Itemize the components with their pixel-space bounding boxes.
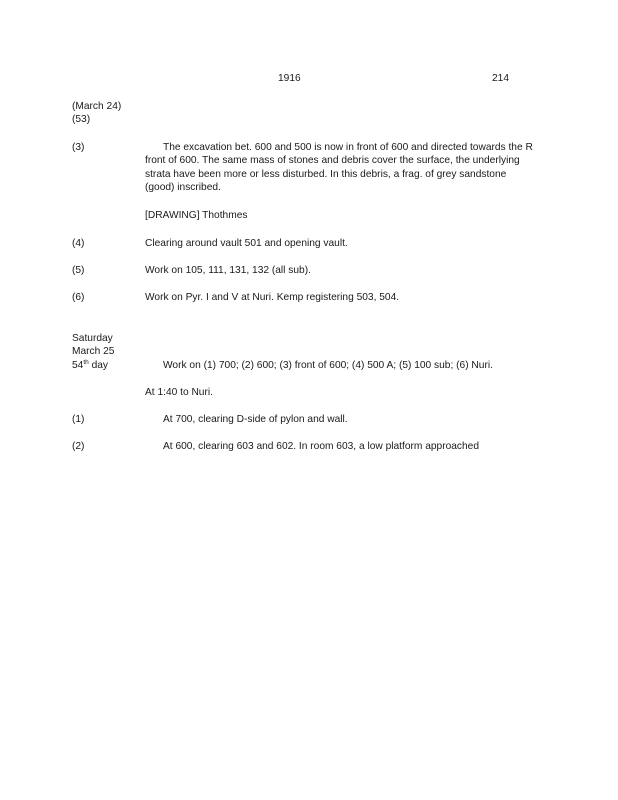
entry-marker-6: (6) [72, 292, 85, 303]
day2-text-2: At 600, clearing 603 and 602. In room 603, a low platform approached [163, 441, 480, 452]
day-label-date: March 25 [72, 346, 115, 357]
entry-text-3: The excavation bet. 600 and 500 is now in front of 600 and directed towards the R front of 600. The same mass of stones and debris cover the surface, the underlying strata have been more or less disturbed. In this debris, a frag. of grey sandstone (good) inscribed. [145, 142, 533, 194]
header-year: 1916 [278, 73, 301, 84]
entry-text-5: Work on 105, 111, 131, 132 (all sub). [145, 265, 311, 276]
day2-marker-2: (2) [72, 441, 85, 452]
entry-text-6: Work on Pyr. I and V at Nuri. Kemp registering 503, 504. [145, 292, 400, 303]
day2-text-1: At 700, clearing D-side of pylon and wall. [163, 414, 348, 425]
day-reference: (53) [72, 114, 91, 125]
entry-marker-3: (3) [72, 142, 85, 153]
day-summary: Work on (1) 700; (2) 600; (3) front of 600; (4) 500 A; (5) 100 sub; (6) Nuri. [163, 360, 493, 371]
entry-text-4: Clearing around vault 501 and opening vault. [145, 238, 348, 249]
day-label-number: 54th day [72, 359, 109, 371]
time-note: At 1:40 to Nuri. [145, 387, 213, 398]
drawing-note: [DRAWING] Thothmes [145, 210, 248, 221]
day-label-weekday: Saturday [72, 333, 113, 344]
entry-marker-5: (5) [72, 265, 85, 276]
header-page-number: 214 [492, 73, 509, 84]
date-reference: (March 24) [72, 101, 122, 112]
entry-marker-4: (4) [72, 238, 85, 249]
day2-marker-1: (1) [72, 414, 85, 425]
